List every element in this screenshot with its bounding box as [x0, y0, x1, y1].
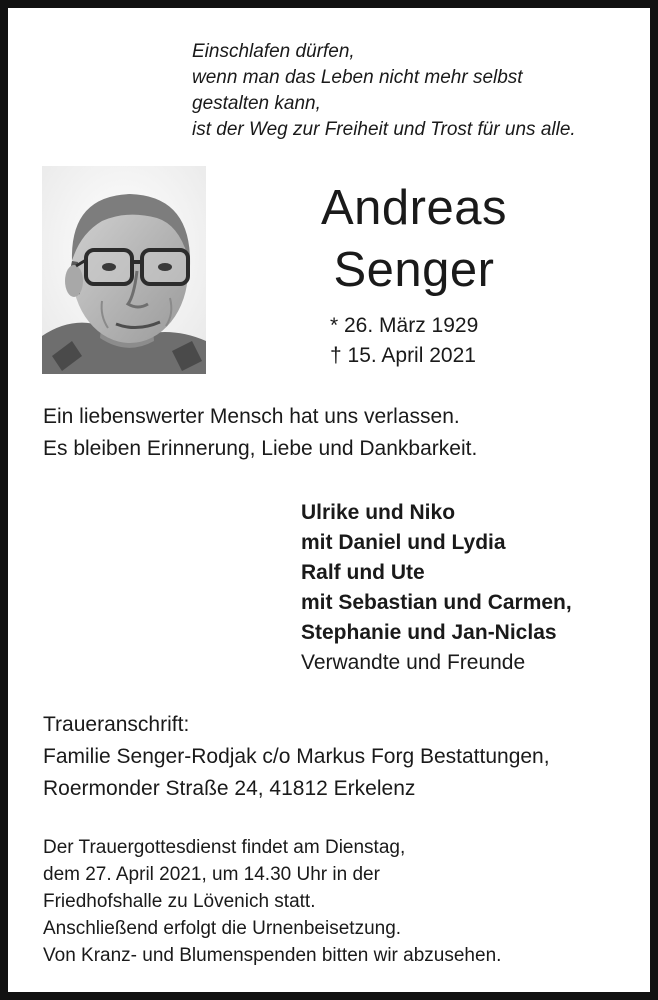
portrait-photo — [42, 166, 206, 374]
poem-line: gestalten kann, — [192, 93, 321, 114]
service-line: Friedhofshalle zu Lövenich statt. — [43, 891, 316, 912]
address-line: Roermonder Straße 24, 41812 Erkelenz — [43, 777, 416, 800]
mourner-name: Stephanie und Jan-Niclas — [301, 621, 557, 644]
deceased-last-name: Senger — [333, 243, 495, 297]
address-label: Traueranschrift: — [43, 713, 190, 736]
service-line: Der Trauergottesdienst findet am Dienstag, — [43, 837, 406, 858]
poem-line: ist der Weg zur Freiheit und Trost für uns alle. — [192, 119, 576, 140]
mourner-name: Ralf und Ute — [301, 561, 425, 584]
deceased-first-name: Andreas — [320, 181, 507, 235]
mourner-name: mit Daniel und Lydia — [301, 531, 506, 554]
service-line: Von Kranz- und Blumenspenden bitten wir abzusehen. — [43, 945, 502, 966]
poem-line: wenn man das Leben nicht mehr selbst — [192, 67, 523, 88]
poem-line: Einschlafen dürfen, — [192, 41, 355, 62]
address-line: Familie Senger-Rodjak c/o Markus Forg Bestattungen, — [43, 745, 550, 768]
service-line: dem 27. April 2021, um 14.30 Uhr in der — [43, 864, 380, 885]
message-line: Ein liebenswerter Mensch hat uns verlassen. — [43, 405, 460, 428]
death-date: † 15. April 2021 — [330, 344, 476, 367]
message-line: Es bleiben Erinnerung, Liebe und Dankbarkeit. — [43, 437, 478, 460]
mourner-name: Ulrike und Niko — [301, 501, 456, 524]
service-line: Anschließend erfolgt die Urnenbeisetzung. — [43, 918, 402, 939]
mourner-name: mit Sebastian und Carmen, — [301, 591, 572, 614]
birth-date: * 26. März 1929 — [330, 314, 479, 337]
relatives-line: Verwandte und Freunde — [301, 651, 526, 674]
